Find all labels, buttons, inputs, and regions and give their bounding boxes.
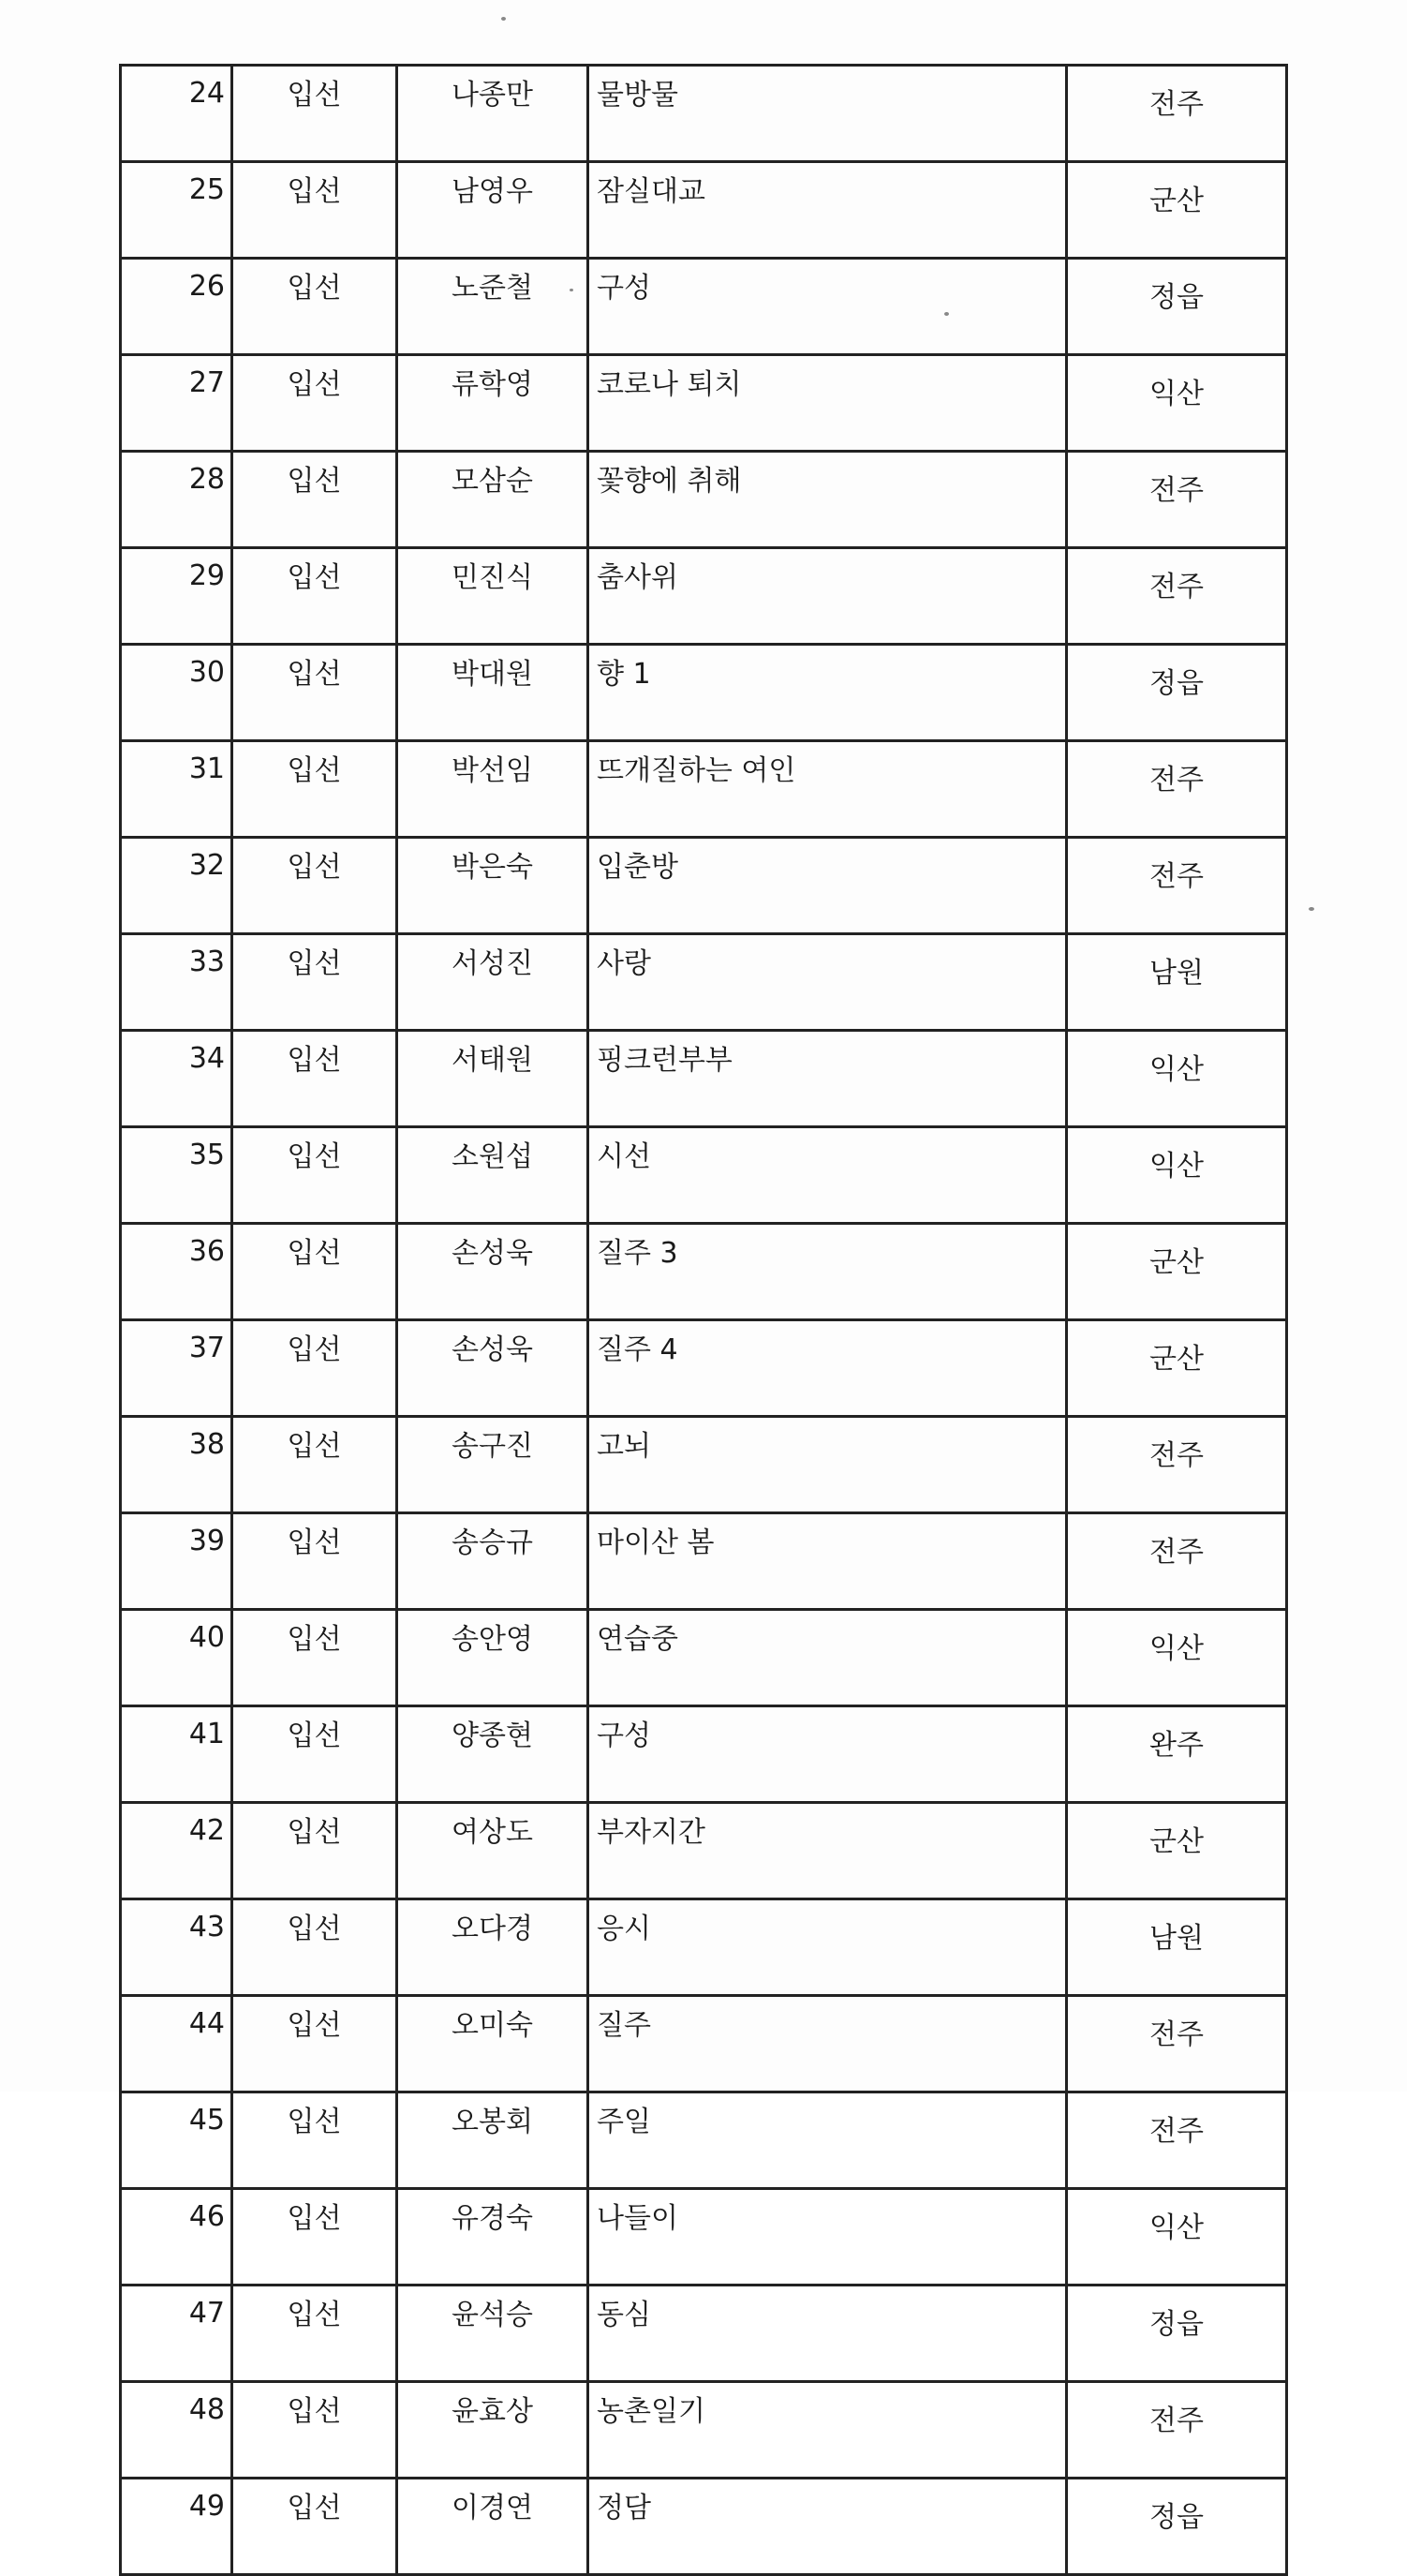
row-number: 34 (121, 1031, 232, 1127)
table-row (121, 1031, 1287, 1127)
region-cell: 군산 (1067, 1224, 1287, 1320)
award-cell: 입선 (232, 1803, 397, 1899)
region-cell: 전주 (1067, 838, 1287, 934)
region-cell: 전주 (1067, 66, 1287, 162)
artist-name: 오다경 (397, 1899, 588, 1996)
row-number: 45 (121, 2092, 232, 2189)
work-title: 질주 (588, 1996, 1067, 2092)
table-row (121, 259, 1287, 355)
region-cell: 전주 (1067, 2092, 1287, 2189)
work-title: 질주 4 (588, 1320, 1067, 1417)
artist-name: 박선임 (397, 741, 588, 838)
award-cell: 입선 (232, 2382, 397, 2479)
award-cell: 입선 (232, 452, 397, 548)
artist-name: 손성욱 (397, 1224, 588, 1320)
award-cell: 입선 (232, 1417, 397, 1513)
artist-name: 류학영 (397, 355, 588, 452)
scan-speck (1309, 907, 1314, 911)
artist-name: 모삼순 (397, 452, 588, 548)
work-title: 마이산 봄 (588, 1513, 1067, 1610)
region-cell: 완주 (1067, 1706, 1287, 1803)
award-cell: 입선 (232, 162, 397, 259)
award-cell: 입선 (232, 1513, 397, 1610)
table-row (121, 1803, 1287, 1899)
artist-name: 양종현 (397, 1706, 588, 1803)
table-row (121, 1996, 1287, 2092)
artist-name: 서태원 (397, 1031, 588, 1127)
work-title: 잠실대교 (588, 162, 1067, 259)
work-title: 구성 (588, 259, 1067, 355)
table-row (121, 162, 1287, 259)
table-row (121, 645, 1287, 741)
region-cell: 남원 (1067, 934, 1287, 1031)
table-row (121, 2092, 1287, 2189)
table-row (121, 1417, 1287, 1513)
work-title: 부자지간 (588, 1803, 1067, 1899)
region-cell: 전주 (1067, 452, 1287, 548)
award-cell: 입선 (232, 838, 397, 934)
region-cell: 정읍 (1067, 645, 1287, 741)
work-title: 사랑 (588, 934, 1067, 1031)
table-row (121, 1899, 1287, 1996)
award-cell: 입선 (232, 1031, 397, 1127)
award-cell: 입선 (232, 259, 397, 355)
region-cell: 군산 (1067, 162, 1287, 259)
table-row (121, 2189, 1287, 2286)
artist-name: 박대원 (397, 645, 588, 741)
artist-name: 오봉회 (397, 2092, 588, 2189)
artist-name: 서성진 (397, 934, 588, 1031)
work-title: 나들이 (588, 2189, 1067, 2286)
artist-name: 오미숙 (397, 1996, 588, 2092)
table-row (121, 2479, 1287, 2575)
table-row (121, 1513, 1287, 1610)
award-cell: 입선 (232, 1127, 397, 1224)
artist-name: 송승규 (397, 1513, 588, 1610)
region-cell: 전주 (1067, 741, 1287, 838)
region-cell: 익산 (1067, 2189, 1287, 2286)
region-cell: 남원 (1067, 1899, 1287, 1996)
region-cell: 익산 (1067, 1610, 1287, 1706)
results-table (119, 64, 1288, 2576)
artist-name: 남영우 (397, 162, 588, 259)
artist-name: 민진식 (397, 548, 588, 645)
region-cell: 익산 (1067, 355, 1287, 452)
row-number: 48 (121, 2382, 232, 2479)
row-number: 36 (121, 1224, 232, 1320)
region-cell: 정읍 (1067, 2286, 1287, 2382)
table-row (121, 452, 1287, 548)
award-cell: 입선 (232, 645, 397, 741)
artist-name: 소원섭 (397, 1127, 588, 1224)
work-title: 연습중 (588, 1610, 1067, 1706)
work-title: 동심 (588, 2286, 1067, 2382)
table-row (121, 1610, 1287, 1706)
work-title: 주일 (588, 2092, 1067, 2189)
row-number: 37 (121, 1320, 232, 1417)
award-cell: 입선 (232, 1610, 397, 1706)
artist-name: 윤석승 (397, 2286, 588, 2382)
table-row (121, 548, 1287, 645)
work-title: 정담 (588, 2479, 1067, 2575)
artist-name: 여상도 (397, 1803, 588, 1899)
row-number: 41 (121, 1706, 232, 1803)
table-row (121, 1224, 1287, 1320)
work-title: 응시 (588, 1899, 1067, 1996)
award-cell: 입선 (232, 2479, 397, 2575)
work-title: 춤사위 (588, 548, 1067, 645)
region-cell: 익산 (1067, 1127, 1287, 1224)
row-number: 33 (121, 934, 232, 1031)
region-cell: 전주 (1067, 1996, 1287, 2092)
artist-name: 노준철 (397, 259, 588, 355)
row-number: 28 (121, 452, 232, 548)
award-cell: 입선 (232, 2092, 397, 2189)
work-title: 시선 (588, 1127, 1067, 1224)
award-cell: 입선 (232, 741, 397, 838)
row-number: 24 (121, 66, 232, 162)
work-title: 물방물 (588, 66, 1067, 162)
award-cell: 입선 (232, 2286, 397, 2382)
table-row (121, 2286, 1287, 2382)
award-cell: 입선 (232, 548, 397, 645)
award-cell: 입선 (232, 1320, 397, 1417)
row-number: 40 (121, 1610, 232, 1706)
table-row (121, 741, 1287, 838)
artist-name: 박은숙 (397, 838, 588, 934)
row-number: 32 (121, 838, 232, 934)
work-title: 고뇌 (588, 1417, 1067, 1513)
row-number: 27 (121, 355, 232, 452)
artist-name: 이경연 (397, 2479, 588, 2575)
award-cell: 입선 (232, 1996, 397, 2092)
work-title: 입춘방 (588, 838, 1067, 934)
results-table-body (121, 66, 1287, 2575)
region-cell: 익산 (1067, 1031, 1287, 1127)
row-number: 26 (121, 259, 232, 355)
table-row (121, 66, 1287, 162)
award-cell: 입선 (232, 66, 397, 162)
region-cell: 정읍 (1067, 2479, 1287, 2575)
artist-name: 윤효상 (397, 2382, 588, 2479)
row-number: 42 (121, 1803, 232, 1899)
award-cell: 입선 (232, 1899, 397, 1996)
award-cell: 입선 (232, 355, 397, 452)
artist-name: 손성욱 (397, 1320, 588, 1417)
work-title: 코로나 퇴치 (588, 355, 1067, 452)
table-row (121, 2382, 1287, 2479)
table-row (121, 1320, 1287, 1417)
award-cell: 입선 (232, 2189, 397, 2286)
row-number: 31 (121, 741, 232, 838)
table-row (121, 1706, 1287, 1803)
region-cell: 전주 (1067, 1417, 1287, 1513)
table-row (121, 838, 1287, 934)
region-cell: 전주 (1067, 548, 1287, 645)
region-cell: 군산 (1067, 1320, 1287, 1417)
row-number: 46 (121, 2189, 232, 2286)
row-number: 35 (121, 1127, 232, 1224)
work-title: 뜨개질하는 여인 (588, 741, 1067, 838)
region-cell: 전주 (1067, 1513, 1287, 1610)
scan-speck (501, 17, 506, 21)
artist-name: 송구진 (397, 1417, 588, 1513)
work-title: 향 1 (588, 645, 1067, 741)
work-title: 꽃향에 취해 (588, 452, 1067, 548)
table-row (121, 1127, 1287, 1224)
work-title: 구성 (588, 1706, 1067, 1803)
row-number: 29 (121, 548, 232, 645)
artist-name: 나종만 (397, 66, 588, 162)
row-number: 47 (121, 2286, 232, 2382)
row-number: 43 (121, 1899, 232, 1996)
region-cell: 군산 (1067, 1803, 1287, 1899)
results-table-container (119, 64, 1288, 2576)
work-title: 핑크런부부 (588, 1031, 1067, 1127)
work-title: 농촌일기 (588, 2382, 1067, 2479)
work-title: 질주 3 (588, 1224, 1067, 1320)
row-number: 25 (121, 162, 232, 259)
artist-name: 유경숙 (397, 2189, 588, 2286)
award-cell: 입선 (232, 934, 397, 1031)
award-cell: 입선 (232, 1706, 397, 1803)
row-number: 30 (121, 645, 232, 741)
artist-name: 송안영 (397, 1610, 588, 1706)
region-cell: 전주 (1067, 2382, 1287, 2479)
row-number: 39 (121, 1513, 232, 1610)
row-number: 44 (121, 1996, 232, 2092)
table-row (121, 934, 1287, 1031)
row-number: 38 (121, 1417, 232, 1513)
region-cell: 정읍 (1067, 259, 1287, 355)
award-cell: 입선 (232, 1224, 397, 1320)
table-row (121, 355, 1287, 452)
row-number: 49 (121, 2479, 232, 2575)
